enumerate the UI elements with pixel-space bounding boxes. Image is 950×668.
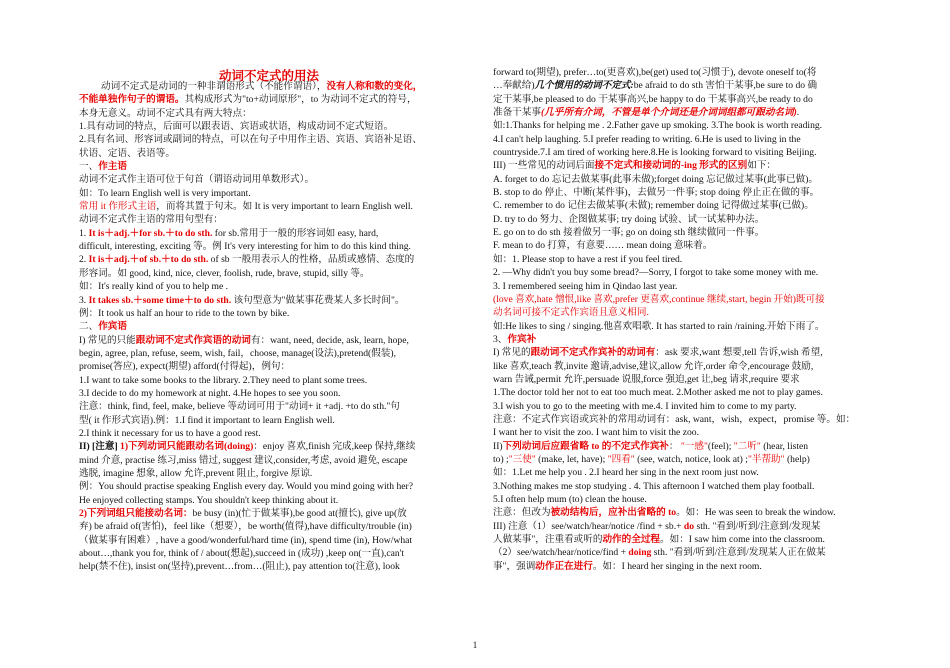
text-run: 2.具有名词、形容词或副词的特点，可以在句子中用作主语、宾语、宾语补足语、: [79, 134, 422, 146]
left-text-line: [79, 547, 459, 560]
right-text-line: [493, 466, 871, 479]
text-run: III) 注意（1）see/watch/hear/notice /find + sb.+: [493, 520, 684, 532]
page-number: 1: [472, 640, 478, 650]
left-text-line: [79, 520, 459, 533]
right-text-line: [493, 373, 871, 386]
text-run: 注意：think, find, feel, make, believe 等动词可用于"动词+ it +adj. +to do sth."句: [79, 401, 400, 413]
right-text-line: [493, 453, 871, 466]
text-run: It is＋adj.＋for sb.＋to do sth.: [88, 227, 213, 239]
text-run: 状语、定语、表语等。: [79, 147, 175, 159]
left-text-line: [79, 120, 459, 133]
left-text-line: [79, 133, 459, 146]
right-text-line: [493, 146, 871, 159]
right-text-line: [493, 426, 871, 439]
text-run: I) 常见的: [493, 347, 531, 359]
left-text-line: [79, 267, 459, 280]
right-text-line: [493, 306, 871, 319]
left-text-line: [79, 294, 459, 307]
text-run: begin, agree, plan, refuse, seem, wish, fail，choose, manage(设法),pretend(假装),: [79, 347, 397, 359]
left-text-line: [79, 387, 459, 400]
text-run: 如:He likes to sing / singing.他喜欢唱歌. It has started to rain /raining.开始下雨了。: [493, 320, 825, 332]
text-run: 动作正在进行: [535, 560, 593, 572]
text-run: 2. —Why didn't you buy some bread?—Sorry, I forgot to take some money with me.: [493, 267, 819, 279]
text-run: of sb 一般用表示人的性格，品质或感情、态度的: [208, 254, 415, 266]
text-run: "半帮助": [747, 453, 785, 465]
text-run: 5.I often help mum (to) clean the house.: [493, 494, 647, 505]
text-run: C. remember to do 记住去做某事(未做); remember doing 记得做过某事(已做)。: [493, 200, 814, 212]
left-text-line: [79, 507, 459, 520]
text-run: 作宾语: [98, 321, 127, 333]
text-run: 几个惯用的动词不定式:: [534, 80, 634, 92]
page-title: 动词不定式的用法: [218, 69, 319, 83]
left-text-line: [79, 334, 459, 347]
text-run: 型( it 作形式宾语).例：1.I find it important to learn English well.: [79, 414, 335, 426]
right-text-line: [493, 493, 871, 506]
text-run: 4.I can't help laughing. 5.I prefer reading to writing. 6.He is used to living in the: [493, 133, 801, 145]
right-text-line: [493, 480, 871, 493]
text-run: difficult, interesting, exciting 等。例 It's very interesting for him to do this kind thing.: [79, 241, 411, 253]
text-run: (几乎所有介词，不管是单个介词还是介词词组都可跟动名词): [540, 107, 797, 119]
left-text-line: [79, 347, 459, 360]
left-text-line: [79, 374, 459, 387]
left-text-line: [79, 173, 459, 186]
right-text-line: [493, 360, 871, 373]
right-text-line: [493, 280, 871, 293]
text-run: …奉献给): [493, 80, 535, 92]
text-run: 被动结构后，应补出省略的 to: [550, 507, 677, 519]
right-text-line: [493, 133, 871, 146]
text-run: 2)下列词组只能接动名词：: [79, 508, 193, 519]
left-text-line: [79, 320, 459, 333]
text-run: 下列动词后应跟省略 to 的不定式作宾补: [502, 440, 669, 452]
right-text-line: [493, 173, 871, 186]
left-text-line: [79, 467, 459, 480]
text-run: E. go on to do sth 接着做另一事; go on doing sth 继续做同一件事。: [493, 227, 765, 239]
left-text-line: [79, 213, 459, 226]
right-text-line: [493, 253, 871, 266]
text-run: sth. "看到/听到/注意到/发现某: [694, 520, 821, 532]
text-run: 接不定式和接动词的-ing 形式的区别: [594, 160, 748, 172]
text-run: 形容词。如 good, kind, nice, clever, foolish, rude, brave, stupid, silly 等。: [79, 267, 370, 279]
left-text-line: [79, 280, 459, 293]
left-text-line: [79, 147, 459, 160]
text-run: 3.I wish you to go to the meeting with me.4. I invited him to come to my party.: [493, 400, 797, 412]
text-run: warn 告诫,permit 允许,persuade 说服,force 强迫,get 让,beg 请求,require 要求: [493, 373, 800, 385]
text-run: （2）see/watch/hear/notice/find +: [493, 547, 629, 559]
right-text-line: [493, 106, 871, 119]
text-run: for sb.常用于一般的形容词如 easy, hard,: [212, 227, 379, 239]
right-text-line: [493, 520, 871, 533]
text-run: 人做某事"，注重看或听的: [493, 534, 603, 546]
text-run: 没有人称和数的变化，: [326, 81, 423, 92]
text-run: 。如：I saw him come into the classroom.: [660, 534, 825, 546]
text-run: 注意：但改为: [493, 507, 551, 519]
text-run: sth. "看到/听到/注意到/发现某人正在做某: [651, 547, 826, 559]
right-text-line: [493, 199, 871, 212]
text-run: F. mean to do 打算，有意要…… mean doing 意味着。: [493, 240, 713, 252]
text-run: 其构成形式为"to+动词原形"，to 为动词不定式的符号，: [184, 94, 417, 106]
text-run: 作主语: [98, 161, 127, 173]
right-text-line: [493, 226, 871, 239]
left-text-line: [79, 307, 459, 320]
text-run: I) 常见的只能: [79, 334, 136, 346]
text-run: 二、: [79, 321, 99, 333]
right-text-line: [493, 119, 871, 132]
text-run: B. stop to do 停止、中断(某件事)，去做另一件事; stop doing 停止正在做的事。: [493, 187, 820, 199]
right-text-line: [493, 413, 871, 426]
text-run: 1.: [79, 227, 89, 239]
text-run: 动词不定式作主语的常用句型有：: [79, 214, 223, 226]
text-run: 有：want, need, decide, ask, learn, hope,: [250, 334, 409, 346]
right-text-line: [493, 186, 871, 199]
text-run: 1)下列动词只能跟动名词(doing): [120, 441, 254, 453]
left-text-line: [79, 414, 459, 427]
left-text-line: [79, 240, 459, 253]
text-run: "二听": [733, 440, 761, 452]
text-run: It takes sb.＋some time＋to do sth.: [88, 294, 232, 306]
text-run: 动作的全过程: [602, 534, 661, 546]
text-run: forward to(期望), prefer…to(更喜欢),be(get) used to(习惯于), devote oneself to(将: [493, 67, 817, 78]
text-run: 2.: [79, 254, 89, 266]
text-run: 跟动词不定式作宾补的动词有: [530, 347, 656, 359]
left-text-line: [79, 360, 459, 373]
left-text-line: [79, 93, 459, 106]
text-run: 动名词可接不定式作宾语且意义相同.: [493, 307, 649, 319]
text-run: 一、: [79, 161, 99, 173]
text-run: 作宾补: [507, 333, 537, 345]
text-run: I want her to visit the zoo. I want him to visit the zoo.: [493, 427, 699, 439]
right-text-line: [493, 159, 871, 172]
text-run: 3.Nothing makes me stop studying . 4. This afternoon I watched them play football.: [493, 480, 815, 492]
left-text-line: [79, 494, 459, 507]
text-run: like 喜欢,teach 教,invite 邀请,advise,建议,allow 允许,order 命令,encourage 鼓励,: [493, 360, 814, 372]
text-run: "三使": [508, 453, 536, 465]
text-run: (feel);: [707, 440, 734, 452]
text-run: be afraid to do sth 害怕干某事,be sure to do 确: [633, 80, 818, 92]
text-run: (see, watch, notice, look at) ;: [634, 453, 748, 465]
left-text-line: [79, 400, 459, 413]
right-text-line: [493, 560, 871, 573]
text-run: ：: [668, 440, 681, 452]
left-text-line: [79, 80, 459, 93]
left-text-line: [79, 160, 459, 173]
right-text-line: [493, 506, 871, 519]
text-run: 注意：不定式作宾语或宾补的常用动词有：ask, want，wish，expect，promise 等。如：: [493, 413, 856, 425]
text-run: to) ;: [493, 453, 509, 465]
text-run: ，而将其置于句末。如 It is very important to learn English well.: [156, 201, 413, 213]
text-run: (help): [784, 453, 810, 465]
right-text-line: [493, 66, 871, 79]
text-run: 常用 it 作形式主语: [79, 201, 157, 213]
text-run: 如：1.Let me help you . 2.I heard her sing in the next room just now.: [493, 467, 759, 479]
text-run: 如：It's really kind of you to help me .: [79, 281, 229, 293]
text-run: 定干某事,be pleased to do 干某事高兴,be happy to do 干某事高兴,be ready to do: [493, 93, 813, 105]
text-run: 如：1. Please stop to have a rest if you feel tired.: [493, 253, 683, 265]
left-text-line: [79, 454, 459, 467]
text-run: He enjoyed collecting stamps. You shouldn't keep thinking about it.: [79, 494, 339, 506]
right-text-line: [493, 266, 871, 279]
left-text-line: [79, 253, 459, 266]
text-run: doing: [628, 547, 652, 559]
text-run: (make, let, have);: [535, 453, 608, 465]
left-text-line: [79, 227, 459, 240]
right-text-line: [493, 79, 871, 92]
text-run: 2.I think it necessary for us to have a good rest.: [79, 427, 261, 439]
text-run: help(禁不住), insist on(坚持),prevent…from…(阻止), pay attention to(注意), look: [79, 561, 400, 573]
text-run: (love 喜欢,hate 憎恨,like 喜欢,prefer 更喜欢,continue 继续,start, begin 开始)既可接: [493, 293, 825, 305]
right-text-line: [493, 320, 871, 333]
left-text-line: [79, 107, 459, 120]
text-run: 逃脱, imagine 想象, allow 允许,prevent 阻止, forgive 原谅.: [79, 467, 313, 479]
text-run: be busy (in)(忙于做某事),be good at(擅长), give up(放: [192, 508, 407, 519]
text-run: 3、: [493, 333, 508, 345]
text-run: ：ask 要求,want 想要,tell 告诉,wish 希望,: [655, 347, 823, 359]
text-run: 不能单独作句子的谓语。: [79, 94, 185, 106]
text-run: 3.I decide to do my homework at night. 4.He hopes to see you soon.: [79, 387, 341, 399]
text-run: do: [683, 520, 695, 532]
text-run: II): [493, 440, 503, 452]
text-run: .: [796, 107, 800, 119]
left-text-line: [79, 534, 459, 547]
text-run: III) 一些常见的动词后面: [493, 160, 595, 172]
text-run: 1.具有动词的特点，后面可以跟表语、宾语或状语，构成动词不定式短语。: [79, 121, 394, 133]
text-run: 如:1.Thanks for helping me . 2.Father gave up smoking. 3.The book is worth reading.: [493, 120, 823, 132]
text-run: 。如：I heard her singing in the next room.: [592, 560, 762, 572]
text-run: 例：You should practise speaking English every day. Would you mind going with her?: [79, 481, 413, 493]
right-text-line: [493, 546, 871, 559]
text-run: (hear, listen: [760, 440, 809, 452]
text-run: 跟动词不定式作宾语的动词: [135, 334, 251, 346]
right-text-line: [493, 213, 871, 226]
right-text-line: [493, 386, 871, 399]
left-text-line: [79, 200, 459, 213]
left-text-line: [79, 480, 459, 493]
text-run: 准备干某事: [493, 107, 541, 119]
text-run: 如下：: [747, 160, 777, 172]
right-text-line: [493, 400, 871, 413]
right-text-line: [493, 293, 871, 306]
text-run: ：enjoy 喜欢,finish 完成,keep 保持,继续: [253, 441, 416, 453]
text-run: 动词不定式作主语可位于句首（谓语动词用单数形式）。: [79, 174, 315, 186]
text-run: about…,thank you for, think of / about(想起),succeed in (成功) ,keep on(一直),can't: [79, 548, 405, 560]
text-run: A. forget to do 忘记去做某事(此事未做);forget doing 忘记做过某事(此事已做)。: [493, 173, 819, 185]
right-text-line: [493, 93, 871, 106]
text-run: 1.I want to take some books to the library. 2.They need to plant some trees.: [79, 374, 368, 386]
text-run: mind 介意, practise 练习,miss 错过, suggest 建议,consider,考虑, avoid 避免, escape: [79, 454, 408, 466]
left-text-line: [79, 560, 459, 573]
text-run: 例：It took us half an hour to ride to the town by bike.: [79, 307, 290, 319]
text-run: II) [注意]: [79, 441, 121, 453]
text-run: （做某事有困难）, have a good/wonderful/hard time (in), spend time (in), How/what: [79, 534, 413, 546]
text-run: 3.: [79, 294, 89, 306]
text-run: countryside.7.I am tired of working here.8.He is looking forward to visiting Beijing.: [493, 147, 817, 159]
left-column: [79, 80, 459, 574]
text-run: 3. I remembered seeing him in Qindao last year.: [493, 280, 678, 292]
right-text-line: [493, 239, 871, 252]
right-text-line: [493, 440, 871, 453]
text-run: 1.The doctor told her not to eat too much meat. 2.Mother asked me not to play games.: [493, 387, 823, 399]
text-run: 弃) be afraid of(害怕)，feel like（想要），be worth(值得),have difficulty/trouble (in): [79, 521, 412, 533]
right-text-line: [493, 533, 871, 546]
right-column: [493, 66, 871, 573]
text-run: It is＋adj.＋of sb.＋to do sth.: [88, 254, 209, 266]
text-run: 事"，强调: [493, 560, 536, 572]
text-run: 本身无意义。动词不定式具有两大特点：: [79, 107, 252, 119]
text-run: 该句型意为"做某事花费某人多长时间"。: [231, 294, 405, 306]
text-run: 如：To learn English well is very important.: [79, 187, 251, 199]
right-text-line: [493, 333, 871, 346]
text-run: promise(答应), expect(期望) afford(付得起)，例句：: [79, 361, 291, 373]
left-text-line: [79, 427, 459, 440]
right-text-line: [493, 346, 871, 359]
left-text-line: [79, 187, 459, 200]
left-text-line: [79, 440, 459, 453]
text-run: "四看": [607, 453, 635, 465]
text-run: D. try to do 努力、企图做某事; try doing 试验、试一试某种办法。: [493, 213, 765, 225]
text-run: 。如：He was seen to break the window.: [676, 507, 836, 519]
text-run: 动词不定式是动词的一种非谓语形式（不能作谓语），: [101, 81, 327, 92]
text-run: "一感": [680, 440, 708, 452]
